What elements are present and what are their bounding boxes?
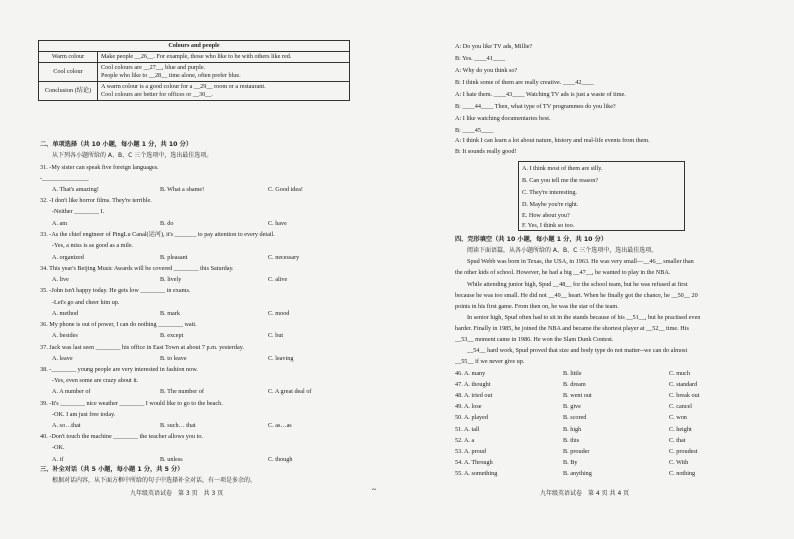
text-line: B. dream bbox=[563, 381, 586, 388]
text-line: C. mood bbox=[268, 310, 290, 317]
text-line: C. Good idea! bbox=[268, 186, 303, 193]
text-line: B. do bbox=[160, 220, 174, 227]
text-line: A. I think most of them are silly. bbox=[522, 165, 603, 172]
center-mark: ~ bbox=[372, 485, 377, 494]
text-line: 38. -________ young people are very interested in fashion now. bbox=[40, 366, 198, 373]
text-line: points in his first game. From then on, he was the star of the team. bbox=[455, 303, 619, 310]
text-line: -OK. I am just free today. bbox=[52, 411, 116, 418]
text-line: 50. A. played bbox=[455, 414, 488, 421]
text-line: __54__ hard work, Spud proved that size and body type do not matter--we can do almost bbox=[467, 347, 688, 354]
text-line: A. organized bbox=[52, 254, 84, 261]
text-line: 四、完形填空（共 10 小题，每小题 1 分，共 10 分） bbox=[455, 236, 608, 243]
row-label: Conclusion (结论) bbox=[39, 82, 98, 101]
text-line: B. to leave bbox=[160, 355, 187, 362]
row-line: Cool colours are __27__, blue and purple. bbox=[101, 64, 206, 71]
text-line: 34. This year's Beijing Music Awards will be covered ________ this Saturday. bbox=[40, 265, 234, 272]
text-line: A. live bbox=[52, 276, 69, 283]
text-line: B. pleasant bbox=[160, 254, 188, 261]
text-line: B. little bbox=[563, 370, 582, 377]
text-line: 51. A. tall bbox=[455, 426, 480, 433]
text-line: A. am bbox=[52, 220, 68, 227]
text-line: 37. Jack was last seen ________ his office in East Town at about 7 p.m. yesterday. bbox=[40, 344, 244, 351]
text-line: C. won bbox=[669, 414, 687, 421]
text-line: B. scored bbox=[563, 414, 587, 421]
row-text bbox=[98, 82, 350, 101]
text-line: A: Do you like TV ads, Millie? bbox=[455, 43, 533, 50]
text-line: 39. -It's ________ nice weather ________ I would like to go to the beach. bbox=[40, 400, 223, 407]
text-line: 46. A. many bbox=[455, 370, 486, 377]
text-line: C. break out bbox=[669, 392, 700, 399]
row-line: A warm colour is a good colour for a __29__ room or a restaurant. bbox=[101, 83, 266, 90]
text-line: A. so…that bbox=[52, 422, 81, 429]
text-line: harder. Finally in 1985, he joined the NBA and became the shortest player at __52__ time. His bbox=[455, 325, 689, 332]
text-line: In senior high, Spud often had to sit in the stands because of his __51__, but he practised even bbox=[467, 314, 701, 321]
text-line: B. anything bbox=[563, 470, 592, 477]
text-line: B: ____45____ bbox=[455, 127, 494, 134]
text-line: 53. A. proud bbox=[455, 448, 486, 455]
text-line: C. leaving bbox=[268, 355, 294, 362]
text-line: -Neither ________ I. bbox=[52, 208, 105, 215]
text-line: C. necessary bbox=[268, 254, 300, 261]
text-line: While attending junior high, Spud __48__ for the school team, but he was refused at first bbox=[467, 281, 688, 288]
text-line: 从下列各小题所给的 A、B、C 三个选项中，选出最佳选项。 bbox=[52, 152, 213, 159]
text-line: -Yes, a miss is as good as a mile. bbox=[52, 242, 134, 249]
text-line: 48. A. tried out bbox=[455, 392, 493, 399]
text-line: 33. -As the chief engineer of PingLu Canal(运河), it's _______ to pay attention to every detail. bbox=[40, 231, 275, 238]
text-line: B. By bbox=[563, 459, 578, 466]
text-line: __55__ if we never give up. bbox=[455, 358, 525, 365]
text-line: B. high bbox=[563, 426, 582, 433]
text-line: B. give bbox=[563, 403, 581, 410]
text-line: 31. -My sister can speak five foreign languages. bbox=[40, 164, 159, 171]
text-line: 32. -I don't like horror films. They're terrible. bbox=[40, 197, 152, 204]
text-line: A: I hate them. ____43____ Watching TV ads is just a waste of time. bbox=[455, 91, 626, 98]
text-line: C. much bbox=[669, 370, 690, 377]
text-line: Spud Webb was born in Texas, the USA, in 1963. He was very small—__46__ smaller than bbox=[467, 258, 694, 265]
text-line: 49. A. lose bbox=[455, 403, 482, 410]
text-line: C. They're interesting. bbox=[522, 189, 577, 196]
text-line: C. standard bbox=[669, 381, 698, 388]
text-line: 二、单项选择（共 10 小题，每小题 1 分，共 10 分） bbox=[40, 141, 193, 148]
text-line: A. That's amazing! bbox=[52, 186, 99, 193]
text-line: 三、补全对话（共 5 小题，每小题 1 分，共 5 分） bbox=[40, 466, 184, 473]
text-line: A. method bbox=[52, 310, 79, 317]
text-line: C. nothing bbox=[669, 470, 696, 477]
text-line: E. How about you? bbox=[522, 212, 570, 219]
text-line: -OK. bbox=[52, 444, 65, 451]
text-line: C. but bbox=[268, 332, 284, 339]
text-line: B. lively bbox=[160, 276, 182, 283]
text-line: B. prouder bbox=[563, 448, 590, 455]
text-line: 阅读下面语篇，从各小题所给的 A、B、C 三个选项中，选出最佳选项。 bbox=[467, 247, 658, 254]
text-line: C. proudest bbox=[669, 448, 698, 455]
text-line: C. alive bbox=[268, 276, 288, 283]
text-line: 40. -Don't touch the machine ________ the teacher allows you to. bbox=[40, 433, 203, 440]
text-line: 根据对话内容，从下面方框中所给的句子中选择补全对话，有一项是多余的。 bbox=[52, 477, 257, 484]
text-line: A: Why do you think so? bbox=[455, 67, 518, 74]
text-line: -Let's go and cheer him up. bbox=[52, 299, 120, 306]
row-label: Cool colour bbox=[39, 63, 98, 82]
text-line: B. except bbox=[160, 332, 184, 339]
text-line: -_______________ bbox=[40, 175, 89, 182]
text-line: A: I like watching documentaries best. bbox=[455, 115, 551, 122]
text-line: 九年级英语试卷 第 3 页 共 3 页 bbox=[130, 490, 224, 497]
text-line: A. besides bbox=[52, 332, 78, 339]
text-line: 54. A. Through bbox=[455, 459, 493, 466]
text-line: B: Yes. ____41____ bbox=[455, 55, 506, 62]
text-line: B: I think some of them are really creative. ____42____ bbox=[455, 79, 594, 86]
text-line: B. went out bbox=[563, 392, 592, 399]
colours-table bbox=[38, 40, 350, 101]
text-line: D. Maybe you're right. bbox=[522, 201, 579, 208]
text-line: the other kids of school. However, he had a big __47__, he wanted to play in the NBA. bbox=[455, 269, 671, 276]
text-line: B. mark bbox=[160, 310, 180, 317]
text-line: A. A number of bbox=[52, 388, 91, 395]
text-line: -Yes, even some are crazy about it. bbox=[52, 377, 139, 384]
text-line: A: I think I can learn a lot about nature, history and real-life events from them. bbox=[455, 137, 650, 144]
text-line: C. height bbox=[669, 426, 692, 433]
exam-page-4 bbox=[397, 0, 794, 539]
row-label: Warm colour bbox=[39, 52, 98, 63]
text-line: __53__ moment came in 1986. He won the Slam Dunk Contest. bbox=[455, 336, 614, 343]
row-text bbox=[98, 63, 350, 82]
text-line: C. as…as bbox=[268, 422, 292, 429]
text-line: B. such… that bbox=[160, 422, 196, 429]
text-line: A. leave bbox=[52, 355, 73, 362]
text-line: C. that bbox=[669, 437, 686, 444]
text-line: B. The number of bbox=[160, 388, 204, 395]
text-line: 九年级英语试卷 第 4 页 共 4 页 bbox=[540, 490, 630, 497]
row-text: Make people __26__. For example, those who like to be with others like red. bbox=[98, 52, 350, 63]
row-line: People who like to __28__ time alone, often prefer blue. bbox=[101, 72, 241, 79]
row-line: Cool colours are better for offices or __30__. bbox=[101, 91, 213, 98]
text-line: C. have bbox=[268, 220, 287, 227]
text-line: B. unless bbox=[160, 456, 183, 463]
text-line: because he was too small. He did not __49__ heart. When he finally got the chance, he __50__ 20 bbox=[455, 292, 698, 299]
text-line: B. Can you tell me the reason? bbox=[522, 177, 599, 184]
text-line: 47. A. thought bbox=[455, 381, 491, 388]
text-line: C. cancel bbox=[669, 403, 693, 410]
text-line: 52. A. a bbox=[455, 437, 475, 444]
text-line: B. this bbox=[563, 437, 580, 444]
text-line: A. if bbox=[52, 456, 64, 463]
text-line: B: ____44____ Then, what type of TV programmes do you like? bbox=[455, 103, 616, 110]
text-line: 55. A. something bbox=[455, 470, 498, 477]
text-line: C. With bbox=[669, 459, 689, 466]
table-title: Colours and people bbox=[39, 41, 350, 52]
text-line: B. What a shame! bbox=[160, 186, 205, 193]
text-line: F. Yes, I think so too. bbox=[522, 222, 575, 229]
text-line: B: It sounds really good! bbox=[455, 148, 517, 155]
text-line: 36. My phone is out of power, I can do nothing ________ wait. bbox=[40, 321, 197, 328]
text-line: 35. -John isn't happy today. He gets low ________ in exams. bbox=[40, 287, 191, 294]
text-line: C. A great deal of bbox=[268, 388, 312, 395]
text-line: C. though bbox=[268, 456, 293, 463]
